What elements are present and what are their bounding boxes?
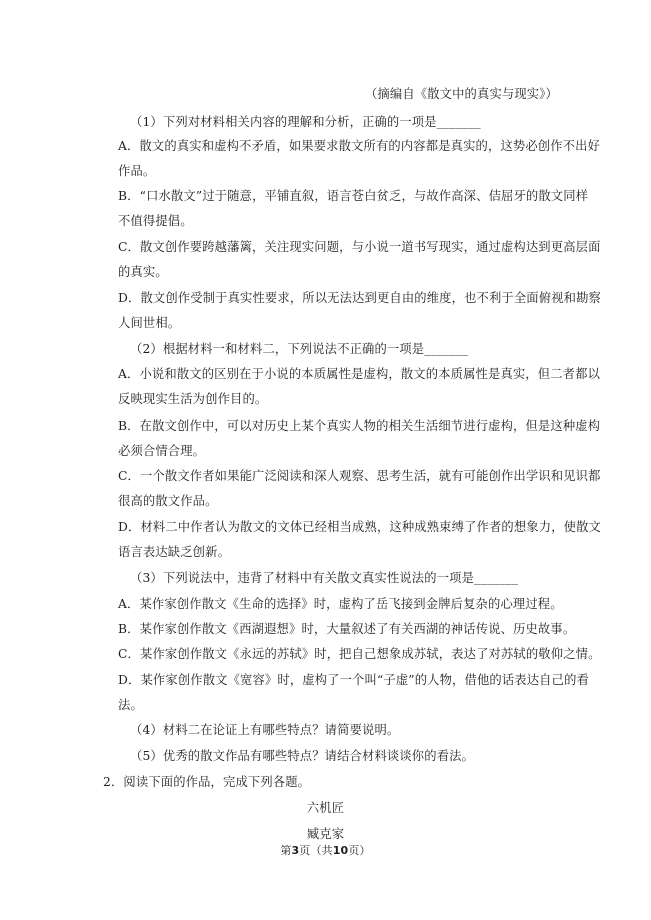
footer-mid: 页（共 bbox=[299, 844, 333, 857]
q3-option-d-cont: 法。 bbox=[118, 698, 143, 712]
q2-option-c: C．一个散文作者如果能广泛阅读和深人观察、思考生活，就有可能创作出学识和见识都 bbox=[118, 469, 601, 483]
q2-option-d: D．材料二中作者认为散文的文体已经相当成熟，这种成熟束缚了作者的想象力，使散文 bbox=[118, 520, 601, 534]
q2-option-d-cont: 语言表达缺乏创新。 bbox=[118, 545, 231, 559]
q1-option-a-cont: 作品。 bbox=[118, 164, 156, 178]
q3-option-a: A．某作家创作散文《生命的选择》时，虚构了岳飞接到金牌后复杂的心理过程。 bbox=[118, 597, 563, 611]
q1-option-d-cont: 人间世相。 bbox=[118, 316, 181, 330]
page-footer bbox=[0, 843, 651, 859]
source-citation: （摘编自《散文中的真实与现实》） bbox=[364, 87, 558, 101]
q1-option-d: D．散文创作受制于真实性要求，所以无法达到更自由的维度，也不利于全面俯视和勘察 bbox=[118, 291, 601, 305]
q3-option-d: D．某作家创作散文《宽容》时，虚构了一个叫“子虚”的人物，借他的话表达自己的看 bbox=[118, 673, 589, 687]
question-5: （5）优秀的散文作品有哪些特点？请结合材料谈谈你的看法。 bbox=[130, 749, 475, 763]
q1-option-c-cont: 的真实。 bbox=[118, 265, 168, 279]
q2-option-b-cont: 必须合情合理。 bbox=[118, 444, 206, 458]
footer-suffix: 页） bbox=[348, 844, 371, 857]
q1-option-b: B．“口水散文”过于随意，平铺直叙，语言苍白贫乏，与故作高深、佶屈牙的散文同样 bbox=[118, 189, 589, 203]
q1-option-a: A．散文的真实和虚构不矛盾，如果要求散文所有的内容都是真实的，这势必创作不出好 bbox=[118, 139, 601, 153]
q1-option-b-cont: 不值得提倡。 bbox=[118, 214, 193, 228]
q2-option-a-cont: 反映现实生活为创作目的。 bbox=[118, 392, 268, 406]
q2-option-a: A．小说和散文的区别在于小说的本质属性是虚构，散文的本质属性是真实，但二者都以 bbox=[118, 367, 601, 381]
footer-total-pages: 10 bbox=[332, 844, 349, 857]
question-1-stem: （1）下列对材料相关内容的理解和分析，正确的一项是_______ bbox=[130, 115, 481, 129]
footer-page-number: 3 bbox=[291, 844, 300, 857]
q3-option-b: B．某作家创作散文《西湖遐想》时，大量叙述了有关西湖的神话传说、历史故事。 bbox=[118, 622, 576, 636]
story-title: 六机匠 bbox=[306, 801, 345, 815]
q2-option-b: B．在散文创作中，可以对历史上某个真实人物的相关生活细节进行虚构，但是这种虚构 bbox=[118, 419, 601, 433]
question-4: （4）材料二在论证上有哪些特点？请简要说明。 bbox=[130, 723, 400, 737]
q1-option-c: C．散文创作要跨越藩篱，关注现实问题，与小说一道书写现实，通过虚构达到更高层面 bbox=[118, 240, 601, 254]
q2-option-c-cont: 很高的散文作品。 bbox=[118, 494, 218, 508]
question-2-stem: （2）根据材料一和材料二，下列说法不正确的一项是_______ bbox=[130, 342, 469, 356]
story-author: 臧克家 bbox=[306, 827, 345, 841]
question-3-stem: （3）下列说法中，违背了材料中有关散文真实性说法的一项是_______ bbox=[130, 571, 519, 585]
q3-option-c: C．某作家创作散文《永远的苏轼》时，把自己想象成苏轼，表达了对苏轼的敬仰之情。 bbox=[118, 647, 601, 661]
footer-prefix: 第 bbox=[280, 844, 292, 857]
section-2-heading: 2．阅读下面的作品，完成下列各题。 bbox=[103, 775, 311, 789]
